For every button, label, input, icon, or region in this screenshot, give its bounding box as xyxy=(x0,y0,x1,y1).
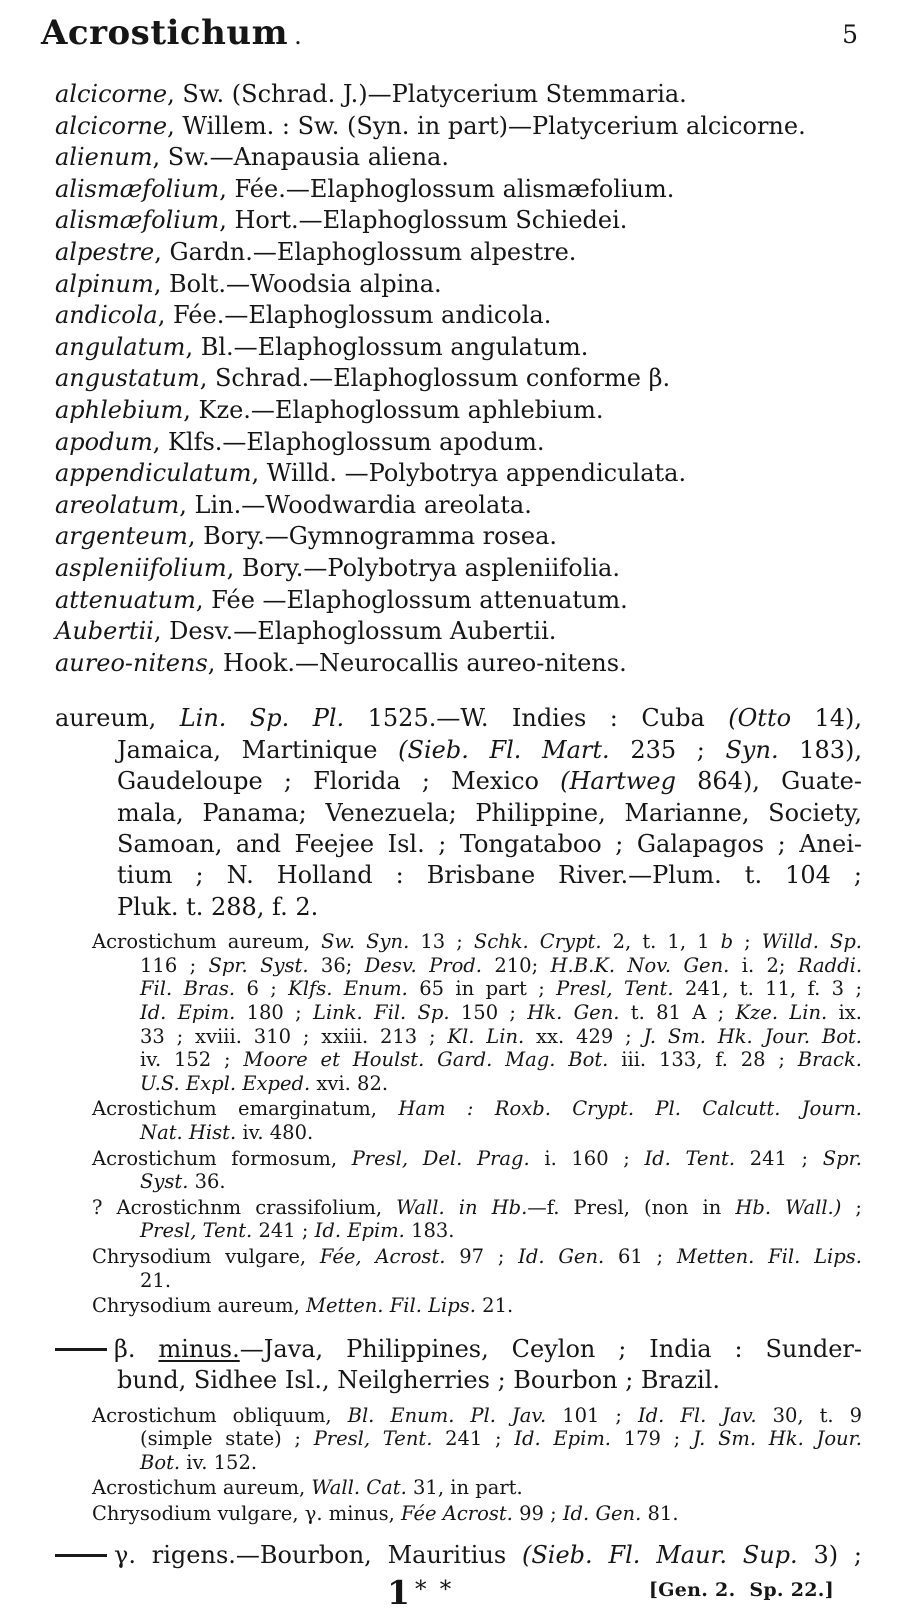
text-run: , Kze.—Elaphoglossum aphlebium. xyxy=(183,396,604,425)
text-line xyxy=(55,977,862,1001)
italic-text-run: Kl. Lin. xyxy=(447,1024,525,1048)
text-run: , Sw. (Schrad. J.)—Platycerium Stemmaria. xyxy=(167,80,687,109)
italic-text-run: Hb. Wall.) xyxy=(735,1195,842,1219)
text-run: 864), Guate- xyxy=(675,767,862,796)
scanned-book-page xyxy=(41,13,863,1612)
italic-text-run: Id. Epim. xyxy=(314,1219,405,1243)
text-run: β. xyxy=(114,1334,159,1363)
signature-mark xyxy=(387,1573,454,1612)
italic-text-run: Presl, Tent. xyxy=(556,977,674,1001)
text-line xyxy=(55,1540,862,1571)
text-line xyxy=(55,1451,862,1475)
italic-text-run: Id. Tent. xyxy=(644,1146,736,1170)
text-run: γ. rigens.—Bourbon, Mauritius xyxy=(114,1540,522,1569)
italic-text-run: b xyxy=(720,930,734,954)
italic-text-run: J. Sm. Hk. Jour. xyxy=(692,1427,862,1451)
text-line xyxy=(55,766,862,797)
page-footer xyxy=(55,1572,862,1612)
italic-text-run: andicola xyxy=(55,301,158,330)
text-run: 36. xyxy=(188,1170,226,1194)
text-run: 21. xyxy=(475,1294,514,1318)
text-line xyxy=(55,648,862,680)
aureum-synonym-citations xyxy=(55,930,862,1318)
citation-paragraph xyxy=(55,1476,862,1500)
text-line xyxy=(55,363,862,395)
citation-paragraph xyxy=(55,1196,862,1243)
italic-text-run: attenuatum xyxy=(55,585,196,614)
text-run: Pluk. t. 288, f. 2. xyxy=(117,892,319,921)
text-run: (simple state) ; xyxy=(140,1427,314,1451)
text-run: 33 ; xviii. 310 ; xxiii. 213 ; xyxy=(140,1024,448,1048)
text-run: 97 ; xyxy=(445,1244,519,1268)
text-run: mala, Panama; Venezuela; Philippine, Marianne, Society, xyxy=(117,798,862,827)
text-run: 36; xyxy=(308,953,365,977)
italic-text-run: aspleniifolium xyxy=(55,554,227,582)
text-run: , Willem. : Sw. (Syn. in part)—Platycerium alcicorne. xyxy=(167,111,806,140)
two-em-dash-rule xyxy=(55,1348,107,1351)
italic-text-run: Hk. Gen. xyxy=(527,1001,620,1024)
italic-text-run: Syst. xyxy=(140,1170,189,1194)
text-run: , Fée.—Elaphoglossum andicola. xyxy=(157,301,552,330)
text-run: , Sw.—Anapausia aliena. xyxy=(152,143,449,172)
text-line xyxy=(55,1147,862,1171)
text-run: 13 ; xyxy=(409,930,474,954)
italic-text-run: Id. Epim. xyxy=(140,1001,236,1024)
text-line xyxy=(55,1001,862,1025)
text-line xyxy=(55,174,862,206)
text-line xyxy=(55,1502,862,1526)
genus-title: Acrostichum xyxy=(41,13,289,53)
aureum-entry-paragraph xyxy=(55,703,862,923)
italic-text-run: apodum xyxy=(55,427,153,456)
beta-synonym-citations xyxy=(55,1404,862,1526)
italic-text-run: Sw. Syn. xyxy=(321,930,410,954)
text-run: iv. 152 ; xyxy=(140,1048,244,1072)
text-run: , Fée —Elaphoglossum attenuatum. xyxy=(195,585,628,614)
text-run: Acrostichum emarginatum, xyxy=(92,1097,399,1121)
text-line xyxy=(55,1048,862,1072)
text-run: , Hook.—Neurocallis aureo-nitens. xyxy=(207,648,627,677)
text-line xyxy=(55,1365,862,1396)
text-line xyxy=(55,79,862,111)
text-run: 116 ; xyxy=(140,953,209,977)
text-run: iv. 152. xyxy=(180,1450,258,1474)
text-line xyxy=(55,1269,862,1293)
text-run: ; xyxy=(733,930,762,954)
citation-paragraph xyxy=(55,1147,862,1194)
text-line xyxy=(55,1334,862,1365)
text-run: Gaudeloupe ; Florida ; Mexico xyxy=(117,767,561,796)
citation-paragraph xyxy=(55,1404,862,1475)
italic-text-run: aureo-nitens xyxy=(55,648,208,677)
text-line xyxy=(55,616,862,648)
italic-text-run: Presl, Tent. xyxy=(313,1427,433,1451)
text-run: Chrysodium vulgare, xyxy=(92,1244,320,1268)
text-run: 180 ; xyxy=(235,1001,313,1024)
text-run: —f. Presl, (non in xyxy=(527,1195,736,1219)
text-run: 31, in part. xyxy=(406,1476,523,1500)
text-line xyxy=(55,142,862,174)
italic-text-run: Presl, Tent. xyxy=(140,1219,253,1243)
text-line xyxy=(55,269,862,301)
italic-text-run: (Sieb. Fl. Mart. xyxy=(398,735,610,764)
text-run: 241, t. 11, f. 3 ; xyxy=(673,977,863,1001)
text-run: 183), xyxy=(778,735,863,764)
text-line xyxy=(55,703,862,734)
text-run: Chrysodium vulgare, γ. minus, xyxy=(92,1501,402,1525)
text-run: , Desv.—Elaphoglossum Aubertii. xyxy=(153,617,557,646)
text-run: , Bl.—Elaphoglossum angulatum. xyxy=(185,332,589,361)
species-index-list xyxy=(55,79,862,679)
italic-text-run: Presl, Del. Prag. xyxy=(351,1146,530,1170)
italic-text-run: Syn. xyxy=(725,735,779,764)
text-run: Jamaica, Martinique xyxy=(117,735,399,764)
text-line xyxy=(55,332,862,364)
text-run: 210; xyxy=(482,953,551,977)
text-run: 183. xyxy=(404,1219,455,1243)
text-run: Samoan, and Feejee Isl. ; Tongataboo ; Galapagos ; Anei- xyxy=(117,830,862,858)
italic-text-run: aphlebium xyxy=(55,396,184,425)
text-run: xvi. 82. xyxy=(310,1071,389,1095)
text-run: 241 ; xyxy=(252,1219,315,1243)
text-line xyxy=(55,111,862,143)
italic-text-run: Willd. Sp. xyxy=(761,930,862,954)
italic-text-run: Link. Fil. Sp. xyxy=(313,1001,450,1024)
text-line xyxy=(55,860,862,891)
text-run: Acrostichum aureum, xyxy=(92,1476,312,1500)
text-run: , Klfs.—Elaphoglossum apodum. xyxy=(152,427,545,456)
italic-text-run: Metten. Fil. Lips. xyxy=(676,1244,862,1268)
citation-paragraph xyxy=(55,1097,862,1144)
italic-text-run: angulatum xyxy=(55,332,186,361)
text-line xyxy=(55,829,862,860)
text-run: 65 in part ; xyxy=(407,977,557,1001)
italic-text-run: (Sieb. Fl. Maur. Sup. xyxy=(521,1540,798,1569)
text-line xyxy=(55,585,862,617)
text-run: , Fée.—Elaphoglossum alismæfolium. xyxy=(219,174,675,203)
italic-text-run: J. Sm. Hk. Jour. Bot. xyxy=(643,1024,862,1048)
text-run: i. 2; xyxy=(729,953,798,977)
text-line xyxy=(55,1404,862,1428)
italic-text-run: (Otto xyxy=(728,704,792,733)
text-line xyxy=(55,930,862,954)
signature-stars: * * xyxy=(414,1576,455,1603)
text-run: 61 ; xyxy=(604,1244,677,1268)
italic-text-run: Spr. xyxy=(822,1146,862,1170)
text-line xyxy=(55,300,862,332)
italic-text-run: Wall. Cat. xyxy=(311,1476,407,1500)
italic-text-run: areolatum xyxy=(55,490,180,519)
italic-text-run: H.B.K. Nov. Gen. xyxy=(550,953,730,977)
title-stray-dot: . xyxy=(294,22,303,50)
italic-text-run: Metten. Fil. Lips. xyxy=(306,1294,476,1318)
text-run: t. 81 A ; xyxy=(619,1001,736,1024)
italic-text-run: Bot. xyxy=(140,1450,181,1474)
text-run: , Lin.—Woodwardia areolata. xyxy=(179,490,532,519)
text-run: Chrysodium aureum, xyxy=(92,1294,307,1318)
text-line xyxy=(55,458,862,490)
text-line xyxy=(55,490,862,522)
italic-text-run: Kze. Lin. xyxy=(735,1001,828,1024)
text-run: , Willd. —Polybotrya appendiculata. xyxy=(251,459,687,488)
text-line xyxy=(55,237,862,269)
italic-text-run: Spr. Syst. xyxy=(208,953,309,977)
italic-text-run: alismæfolium xyxy=(55,174,220,203)
italic-text-run: alcicorne xyxy=(55,111,168,140)
text-run: ? Acrostichnm crassifolium, xyxy=(92,1195,397,1219)
text-line xyxy=(55,1196,862,1220)
text-run: , Gardn.—Elaphoglossum alpestre. xyxy=(154,238,577,267)
italic-text-run: Nat. Hist. xyxy=(140,1120,237,1144)
text-run: 6 ; xyxy=(235,977,289,1001)
italic-text-run: Desv. Prod. xyxy=(364,953,482,977)
text-line xyxy=(55,427,862,459)
text-run: iv. 480. xyxy=(236,1120,314,1144)
italic-text-run: alcicorne xyxy=(55,80,168,109)
underlined-text-run: minus. xyxy=(158,1334,240,1363)
italic-text-run: Brack. xyxy=(797,1048,862,1072)
text-run: Acrostichum formosum, xyxy=(92,1146,352,1170)
variety-beta-minus-paragraph xyxy=(55,1334,862,1397)
text-run: xx. 429 ; xyxy=(524,1024,644,1048)
italic-text-run: Ham : Roxb. Crypt. Pl. Calcutt. Journ. xyxy=(398,1097,862,1121)
page-number: 5 xyxy=(842,20,858,49)
running-title xyxy=(41,14,302,53)
text-line xyxy=(55,735,862,766)
italic-text-run: Fée, Acrost. xyxy=(319,1244,446,1268)
italic-text-run: alienum xyxy=(55,143,153,172)
text-run: 179 ; xyxy=(611,1427,693,1451)
italic-text-run: Id. Gen. xyxy=(562,1501,642,1525)
text-run: Acrostichum obliquum, xyxy=(92,1403,348,1427)
italic-text-run: Moore et Houlst. Gard. Mag. Bot. xyxy=(243,1048,609,1072)
italic-text-run: Id. Fl. Jav. xyxy=(637,1403,757,1427)
text-run: 2, t. 1, 1 xyxy=(601,930,721,954)
text-run: 99 ; xyxy=(512,1501,563,1525)
italic-text-run: U.S. Expl. Exped. xyxy=(140,1071,311,1095)
text-line xyxy=(55,1025,862,1049)
italic-text-run: angustatum xyxy=(55,364,200,393)
text-run: tium ; N. Holland : Brisbane River.—Plum. t. 104 ; xyxy=(117,861,862,890)
text-run: i. 160 ; xyxy=(529,1146,645,1170)
text-run: 1525.—W. Indies : Cuba xyxy=(344,704,729,733)
italic-text-run: (Hartweg xyxy=(560,767,676,796)
text-run: 3) ; xyxy=(797,1540,862,1569)
text-line xyxy=(55,553,862,585)
text-run: 235 ; xyxy=(609,735,726,764)
text-run: , Bory.—Gymnogramma rosea. xyxy=(187,522,558,551)
text-run: Acrostichum aureum, xyxy=(92,930,322,954)
italic-text-run: Fée Acrost. xyxy=(401,1501,513,1525)
text-run: , Bory.—Polybotrya aspleniifolia. xyxy=(226,554,620,582)
text-run: iii. 133, f. 28 ; xyxy=(608,1048,798,1072)
text-line xyxy=(55,1476,862,1500)
text-line xyxy=(55,892,862,923)
text-run: , Schrad.—Elaphoglossum conforme β. xyxy=(199,364,671,393)
signature-number: 1 xyxy=(387,1572,410,1612)
text-line xyxy=(55,798,862,829)
italic-text-run: Schk. Crypt. xyxy=(473,930,602,954)
italic-text-run: appendiculatum xyxy=(55,459,252,488)
italic-text-run: Fil. Bras. xyxy=(140,977,236,1001)
text-run: 241 ; xyxy=(432,1427,515,1451)
citation-paragraph xyxy=(55,930,862,1095)
text-line xyxy=(55,1294,862,1318)
text-run: —Java, Philippines, Ceylon ; India : Sunder- xyxy=(239,1334,862,1363)
text-line xyxy=(55,954,862,978)
italic-text-run: alismæfolium xyxy=(55,206,220,235)
text-line xyxy=(55,1427,862,1451)
italic-text-run: Aubertii xyxy=(55,617,154,646)
citation-paragraph xyxy=(55,1502,862,1526)
page-header xyxy=(41,13,862,53)
italic-text-run: Klfs. Enum. xyxy=(288,977,408,1001)
italic-text-run: Id. Epim. xyxy=(514,1427,612,1451)
italic-text-run: alpinum xyxy=(55,269,154,298)
text-run: 150 ; xyxy=(449,1001,528,1024)
text-run: 30, t. 9 xyxy=(756,1403,862,1427)
text-line xyxy=(55,1097,862,1121)
italic-text-run: Lin. Sp. Pl. xyxy=(179,704,345,733)
text-run: ix. xyxy=(827,1001,862,1024)
text-run: aureum, xyxy=(55,704,180,733)
two-em-dash-rule xyxy=(55,1554,107,1557)
text-run: bund, Sidhee Isl., Neilgherries ; Bourbon ; Brazil. xyxy=(117,1366,720,1395)
text-run: , Bolt.—Woodsia alpina. xyxy=(153,269,442,298)
text-run: 21. xyxy=(140,1268,172,1292)
italic-text-run: argenteum xyxy=(55,522,188,551)
text-run: , Hort.—Elaphoglossum Schiedei. xyxy=(219,206,628,235)
text-line xyxy=(55,205,862,237)
text-line xyxy=(55,1072,862,1096)
italic-text-run: Id. Gen. xyxy=(518,1244,605,1268)
text-line xyxy=(55,1245,862,1269)
text-run: 14), xyxy=(791,704,863,733)
text-run: 101 ; xyxy=(546,1403,638,1427)
citation-paragraph xyxy=(55,1245,862,1292)
italic-text-run: Wall. in Hb. xyxy=(396,1195,528,1219)
citation-paragraph xyxy=(55,1294,862,1318)
variety-gamma-rigens-paragraph xyxy=(55,1540,862,1571)
italic-text-run: Bl. Enum. Pl. Jav. xyxy=(347,1403,547,1427)
text-line xyxy=(55,395,862,427)
text-run: 241 ; xyxy=(735,1146,823,1170)
text-run: ; xyxy=(841,1195,862,1219)
italic-text-run: alpestre xyxy=(55,238,155,267)
text-line xyxy=(55,521,862,553)
italic-text-run: Raddi. xyxy=(797,953,863,977)
text-run: 81. xyxy=(641,1501,679,1525)
text-line xyxy=(55,1219,862,1243)
text-line xyxy=(55,1121,862,1145)
genus-species-count: [Gen. 2. Sp. 22.] xyxy=(648,1578,834,1601)
text-line xyxy=(55,1170,862,1194)
